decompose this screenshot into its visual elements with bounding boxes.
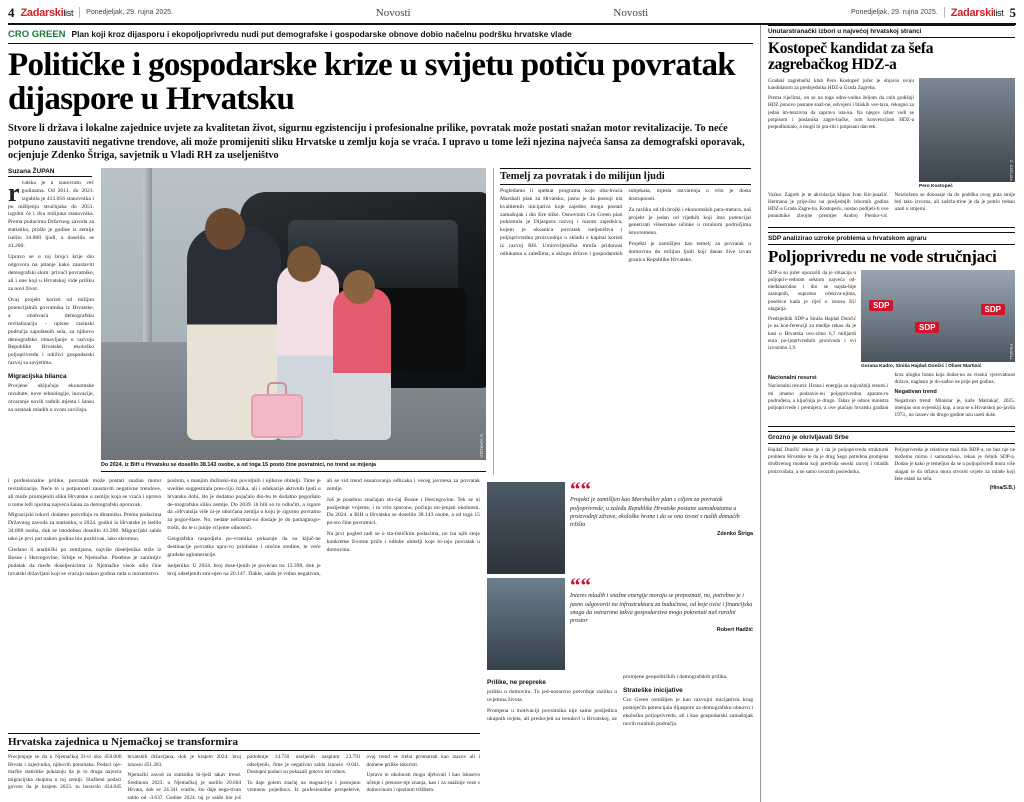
page-number-right: 5: [1009, 4, 1016, 20]
publication-logo-right: [951, 7, 1004, 19]
logo-text-black: list: [63, 7, 74, 18]
photo-caption: Do 2024. iz BiH u Hrvatsku se doselilo 38.143 osobe, a od toga 15 posto čine povratnici, no trend se mijenja: [101, 460, 486, 472]
quote-block-2: [487, 572, 753, 670]
hdz-photo-caption: Pero Kostopeč: [919, 183, 953, 189]
article-lower-left: [8, 478, 480, 729]
article-byline: Suzana ŽUPAN: [8, 168, 92, 177]
article-col1: [8, 177, 94, 415]
hdz-p2: Prema riječima, on se na toga odno-vodna željom da cnih godišnji HDZ ponovo postane snaž-ne, odvojeni i bliskih ves-tava, rekogno za jedan im-tenzivna da zapravo ista-ka. Na njegov izbor vodi se potpisom i poslanika zagre-bačke, tom konvencijom HDZ-a prepodlumalo, a mogli bi pra-titi i potpisani dan tek.: [768, 95, 914, 131]
photo-girl2-body: [333, 288, 391, 440]
article-col4-p2: Još je posebno značajan slu-čaj Bosne i Hercegovine. Tek se ni posljednje vrijeme, i to vrlo sporono, počinju mi-jenjati okolnosti. Do 2024. u BiH u Hrvatsku se doselilo 38.143 osobe, a od toga 15 po-sto čine povratnici.: [326, 496, 480, 527]
publication-logo-left: [21, 7, 74, 19]
quote-text-1: Projekti je zamišljen kao Marshallov plan s ciljem za povratak poljoprivrede, u zaleđu Republike Hrvatske postane samodostatna u proizvodnji zdrave, ekološke hrane i da se ona izvozi s naših domaćih tržišta: [570, 497, 740, 529]
article-lower-columns: [8, 478, 480, 579]
sdp-logo-tag-2: SDP: [915, 322, 939, 333]
srbe-p2: Poljoprivreda je relativno mali dio BDP-a, no bez nje ne možemo mirno i samostal-no, rekao je čelnik SDP-a. Dodao je kako je temeljno da se u poljoprivredi mora više ulagati te da država mora stvoriti uvjete za mlade koji žele ostati na selu.: [894, 446, 1015, 482]
masthead-separator-2: [944, 7, 945, 18]
masthead-left: [8, 5, 173, 21]
article-lower-area: [8, 478, 753, 729]
hrvatska-zajednica-title: Hrvatska zajednica u Njemačkoj se transformira: [8, 733, 480, 751]
page-body: [0, 25, 1024, 802]
srbe-endnote: (Hina/S.B.): [989, 485, 1015, 492]
article-photo: [101, 168, 486, 460]
sdp-p1: SDP-a su jučer upozorili da je situacija u poljopriv-rednom sektoru najveća od-međunarodno i dio se najsla-bije zastupnih, suprotno očekiva-njima, posebice kada je riječ o iznosu EU ulaganja.: [768, 269, 856, 312]
sdp-logo-tag-3: SDP: [981, 304, 1005, 315]
article-col1-p3: Ovaj projekt koristi od milijun potencijalnih povratnika iz Hrvatske, a obuhvaća demografsku revitalizaciju - upisne razinski područja zapuštenih sela, za njihovo demografsko obnavljanje u razvoju Republike Hrvatske, ekološko poljoprivredu i održivi gospodarski razvoj sa savjetima.: [8, 296, 94, 367]
masthead-separator: [79, 7, 80, 18]
quote-portrait-1: [487, 482, 565, 574]
hdz-photo: [919, 78, 1015, 182]
photo-girl2-head: [343, 270, 375, 304]
article-first-column: [8, 168, 94, 475]
sdp-text-cont: [768, 372, 1015, 420]
section-label-right: Novosti: [613, 6, 649, 19]
kicker-rule: [8, 43, 753, 44]
quote-mark-1: ““: [570, 476, 591, 501]
hdz-photo-credit: Z. KARUZA: [1009, 159, 1014, 181]
sdp-subhead-resursi: Nacionalni resursi: [768, 374, 817, 381]
srbe-overline: Grozno je okrivljavati Srbe: [768, 431, 1015, 444]
article-subhead-prilike: Prilike, ne prepreke: [487, 678, 546, 686]
article-subhead-strateske: Strateške inicijative: [623, 686, 683, 694]
hrvatska-zajednica-text: [8, 754, 480, 801]
masthead-right: [851, 5, 1016, 21]
masthead-date-left: Ponedjeljak, 29. rujna 2025.: [86, 9, 173, 16]
quote-content-1: [570, 476, 753, 574]
hdz-p3: Važna: Zagreb je te akvidacija klipus Ivan Kir-junašić. Hermana je prije-čno na posljednjih izbornih godina HDZ-a Grada Zagre-ba. Kostopeču, uostao podijeli-ti ove ponudnike zbrojne premijer Andrej Plenko-vić. Neizloženo se donosaje da do podrška ovog puta smije biti tako izvorna, ali zadrža-trine je da je potrio trebao uzeti u smjerni.: [768, 191, 1015, 220]
right-divider-1: [768, 227, 1015, 228]
quote-attribution-1: Zdenko Štriga: [717, 531, 753, 538]
article-col5: [487, 674, 753, 729]
hz-p4: Upravo te okolnosti mogu djelovati i kao iskustvo učenje i prenose-nje znanja, kao i za snažnije veze s domovinom i njezinim tržištem.: [366, 772, 480, 794]
temelj-title: Temelj za povratak i do milijun ljudi: [500, 168, 751, 185]
article-lead: Stvore li država i lokalne zajednice uvjete za kvalitetan život, sigurnu egzistenciju i profesionalne prilike, povratak može postati snažan motor revitalizacije. To neće potpuno zaustaviti negativne trendove, ali može promijeniti sliku Hrvatske u zemlju koja se vraća. I upravo u tome leži njezina najveća šansa za demografski oporavak, ocjenjuje Zdenko Štriga, savjetnik u Vladi RH za useljeništvo: [8, 122, 745, 162]
hdz-p1: Gradski zagrebački klub Pero Kostopeč jučer je objavio svoju kandidaturu za predsjednika HDZ-a Grada Zagreba.: [768, 77, 914, 91]
sdp-text-left: [768, 270, 856, 369]
sdp-photo-wrap: [861, 270, 1015, 369]
article-col2-p2: Migracijski tokovi dodatno potvrđuju tu dinamiku. Prema podacima Državnog zavoda za statistiku, u 2024. godini iz Hrvatske je iselilo 34.800 osoba, dok se istodobno doselilo 41.200. Migracijski saldo tako je prvi put nakon godina bio pozitivan, iako skromno.: [8, 512, 162, 543]
quote-block-1: [487, 476, 753, 574]
masthead-date-right: Ponedjeljak, 29. rujna 2025.: [851, 9, 938, 16]
hdz-text: [768, 78, 914, 189]
sdp-p4: Negativan trend: Ministar je, kaže Marinkač, 2025. imenjao ono ovjerskiji kup, a ona se u Hrvatskoj po-javila 1973., no izuzev do drugo godine uzu uzeti duše.: [894, 397, 1015, 419]
kicker-label: CRO GREEN: [8, 29, 66, 40]
article-headline: Političke i gospodarske krize u svijetu potiču povratak dijaspore u Hrvatsku: [8, 47, 735, 117]
sdp-photo-caption: Gorana Kadro, Siniša Hajdaš Dončić i Oliver Martinić: [861, 363, 982, 369]
photo-girl1-head: [287, 246, 321, 282]
temelj-p2: Za razliku od tih brojki i ekonomskih para-metara, naš projekt je jedan od rijetkih koji ima potencijal generirati višestruke učinke u ruralnim područjima istovremeno.: [628, 206, 751, 237]
right-divider-2: [768, 426, 1015, 427]
hrvatska-zajednica-section: [8, 733, 480, 801]
hdz-overline: Unutarstranački izbori u najvećoj hrvatskoj stranci: [768, 25, 1015, 38]
sdp-photo: [861, 270, 1015, 362]
article-subhead-migracijska: Migracijska bilanca: [8, 373, 67, 381]
quote-attribution-2: Robert Hadžić: [716, 627, 753, 634]
sdp-title: Poljoprivredu ne vode stručnjaci: [768, 246, 997, 266]
srbe-text: [768, 447, 1015, 483]
hz-p2: Njemački zavod za statistiku bi-lježi takav trend. Sredinom 2023. u Njemačkoj je uselilo 20.604 Hrvata, dok se 24.341 vratilo, što daje nega-tivan saldo od -3.637. Godine 2024. taj je saldo bio još podobnije 14.750 useljenih naspram 23.791 odseljenih, čime je negativan saldo iznosio -9.041. Dostupni podaci su pokazali gotovo isti odnos.: [127, 754, 361, 801]
hdz-text-cont: [768, 192, 1015, 221]
sdp-subhead-trend: Negativan trend: [894, 389, 937, 396]
article-col2-p3: Gledano li analitički po zemljama, najviše doseljenika stiže iz Bosne i Hercegovine, Srbije te Njemačke. Posebno je zanimljiv podatak da među doseljenicima iz Njemačke visok udio čine hrvatski državljani koji se vraćaju nakon godina rada u inozemstvu.: [8, 547, 162, 578]
masthead: [0, 0, 1024, 22]
temelj-p1: Pogledamo li spektar programa koje oba-hvaća Marshall plan za Hrvatsku, jasno je da postoji niz kvalitetnih inicijativa koje zajedno mogu postati zamašnjak i dio šire slike. Osnovnim Cro Green plan pokrenula je Dijaspora razvoj i nizom zajednica, kojem je okosnica povratak iseljeništva i poljoprivredna proizvodnja u skladu s kapital koristi iz razvoj RH. Umirovljenička mreža pridonosi odlukama u zaleđima, u sklopu države i gospodarskih subjekata, mjesta ostvarenja u vrlo je dosta dostupnosti.: [500, 187, 751, 258]
article-col5-p1: priliku u domovini. To jed-nostavno potvrđuje razliku u uvjetima života.: [487, 688, 617, 703]
quote-portrait-2: [487, 578, 565, 670]
sdp-p3: Nacionalni resursi: Hrana i energija su najvažniji resursi i mi imamo podzavis-nu poljoprivrednu aparatu-ru podruđena, a ključnija je drugo. Takav je odnos ministra poljoprivrede i premijera, a ove plaćaju hrvatski građani kroz ulogku hrana koja dodat-no za visoku vjerovatnost država, naglasio je do-sadno ne prije pet godina.: [768, 371, 1015, 412]
article-photo-block: [101, 168, 486, 475]
quote-content-2: [570, 572, 753, 670]
article-col4-p3: Na prvi pogled radi se o sta-tističkim podacima, no iza njih stoje konkretne životne priče i odluke obitelji koje bi-raju povratak u domovinu.: [326, 531, 480, 554]
srbe-p1: Hajdaš Dončić rekao je i da je poljoprivreda strukturni problem Hrvatske te da je drug Sego potrebna promjena društvenog modela koji predvida seoski razvoj i mladih proizvođača, a ne samo uvoznih posrednika.: [768, 446, 889, 475]
photo-suitcase: [251, 394, 303, 438]
quote-text-2: Interes mladih i snažne energije moraju se prepoznati, no, potrebno je i jasno odgovoriti na infrastrukturu za budućnost, od koje ovisi i financijska snaga da ostvarimo takva gospodarstva mogu pokrenuti naš ruralni prostor: [570, 593, 753, 625]
logo-text-red-2: Zadarski: [950, 6, 994, 19]
sdp-logo-tag-1: SDP: [869, 300, 893, 311]
article-col4-p1: iseljenika. U 2024. broj dose-ljenih je povećan na 13.398, dok je broj odseljenih smi-njen na 20.147. Dakle, saldo je vidno negativan, ali se vid trend usuaruvanja odlicaka i veceg javroesa za povratak zemlje.: [167, 477, 480, 578]
article-col5-p2: Promjena u motivaciji povratnika nije samo posljedica ukupnih uvjeta, ali preduvjeti su trendovi u Hrvatskoj, uz promjene geopolitičkih i demografskih prilika.: [487, 673, 728, 722]
main-article-column: [8, 25, 753, 802]
section-label-left: Novosti: [375, 6, 411, 19]
article-quote-area: [487, 478, 753, 729]
logo-text-red: Zadarski: [20, 6, 64, 19]
photo-woman-head: [205, 208, 245, 250]
temelj-text: [500, 188, 751, 265]
article-col2-p1: i profesionalne prilike, povratak može postati snažan motor revitalizacije. Neće to u potpunosti zaustaviti negativne trendove, ali može promijeniti sliku Hrvatske u zemlju koja se vraća i upravo u tome leži njezina najveća šansa za demografski oporavak.: [8, 477, 162, 508]
article-col3-p1: poslom, s manjim dužinski-ma povoljnih i njihove obitelji. Time je uvelike suggestirala pres-ciju rizika, ali i edukacije aktivnih ljudi u hrvatsku dobi, što je dodatno pojačalo dio-bu te dodatno pogoršalo de-mografsku sliku zemlje. Do 2039. ih bili so to odlučiti, a izgore da »Hrvatsija više ni-je uborčana zemlja u koju je sigurno povratno za pogor-štare. No, nedate neformal-no dostaje je do pamagnogo-trošti, do te u junije vrijeme odnoseći.: [167, 477, 321, 532]
article-col3-p2: Geografska raspodjela po-vratnika pokazuje da su ključ-ne destinacije povratka upra-vo priobalne i otočne sredine, te veće gradske aglomeracije.: [167, 536, 321, 559]
logo-text-black-2: list: [993, 7, 1004, 18]
hz-p3: To daje golem značaj na stagnaci-ju i postojanu vremenu pojedinca. Iz profesionalne perspektive, ovaj trend se treba promatrati kao izazov ali i domene prilike iskoristi.: [247, 754, 480, 794]
kicker-subtitle: Plan koji kroz dijasporu i ekopoljoprivredu nudi put demografske i gospodarske obnove dobio načelnu podršku hrvatske vlade: [71, 29, 572, 39]
hz-p1: Procjenjuje se da u Njemačkoj ži-vi oko 450.000 Hrvata i zajed-nika, njihovih potomaka. Podaci nje-mačke statistike pokazuju da je to druga najveća migracijska skupina u toj zemlji. Službeni podaci govore da je krajem 2023. tu boravilo 434.045 hrvatskih državljana, dok je krajem 2024. broj iznosio 451.283.: [8, 754, 241, 791]
sdp-overline: SDP analizirao uzroke problema u hrvatskom agraru: [768, 232, 1015, 245]
right-column: [760, 25, 1015, 802]
sdp-p2: Predsjednik SDP-a Siniša Hajdaš Dončić je na kon-ferenciji za medije rekao da je kasi u Hrvatska uvo-zimo 6,7 milijardi eura po-ljoprivrednih proizvoda i svi izvozimo 3,9.: [768, 316, 856, 352]
article-col5-p3: Cro Green osmišljen je kao razvojni inicijativni krug postojećih potencijala dijaspore za demografsku obnovu i ekološku poljoprivredu, ali i kao gospodarski zamašnjak novih ruralnih područja.: [623, 696, 753, 727]
article-col1-p4: Procjene uključuju ekonomske rezultate, nove tehnologije, inovacije, otvaranje novih radnih mjesta i šansu za ostanak mladih u svom zavičaju.: [8, 383, 94, 414]
article-col1-p2: Upravo se u toj brojci krije dio odgovora na pitanje kako zaustaviti demografski slom: privući povratnike, ali i one koji u Hrvatskoj vide priliku za novi život.: [8, 254, 94, 292]
hdz-body: [768, 78, 1015, 189]
hdz-photo-wrap: [919, 78, 1015, 189]
quote-mark-2: ““: [570, 572, 591, 597]
sidebar-temelj: [493, 168, 751, 475]
article-top-area: [8, 168, 753, 475]
sdp-body: [768, 270, 1015, 369]
article-col1-p1: rvatska je u sunovratu već godinama. Od 2011. do 2021. izgubila je 413.056 stanovnika i po mišljenju stručnjaka do 2051. izgubit će i dva milijuna stanovnika. Prema podacima Državnog zavoda za statistiku, prošle je godine iz zemlje iselilo 34.800 ljudi, a doselilo se 41.200.: [8, 177, 94, 250]
photo-credit: V. KARUZA: [479, 433, 484, 458]
sdp-photo-credit: PIXSELL: [1009, 344, 1014, 361]
kicker-row: [8, 25, 753, 40]
photo-suitcase-handle: [267, 382, 287, 394]
hdz-title: Kostopeč kandidat za šefa zagrebačkog HDZ-a: [768, 40, 934, 74]
page-number-left: 4: [8, 4, 15, 20]
temelj-p3: Projekti je zamišljen kao temelj za povratak u domovinu do milijun ljudi koji danas žive izvan granica Republike Hrvatske.: [628, 241, 751, 264]
